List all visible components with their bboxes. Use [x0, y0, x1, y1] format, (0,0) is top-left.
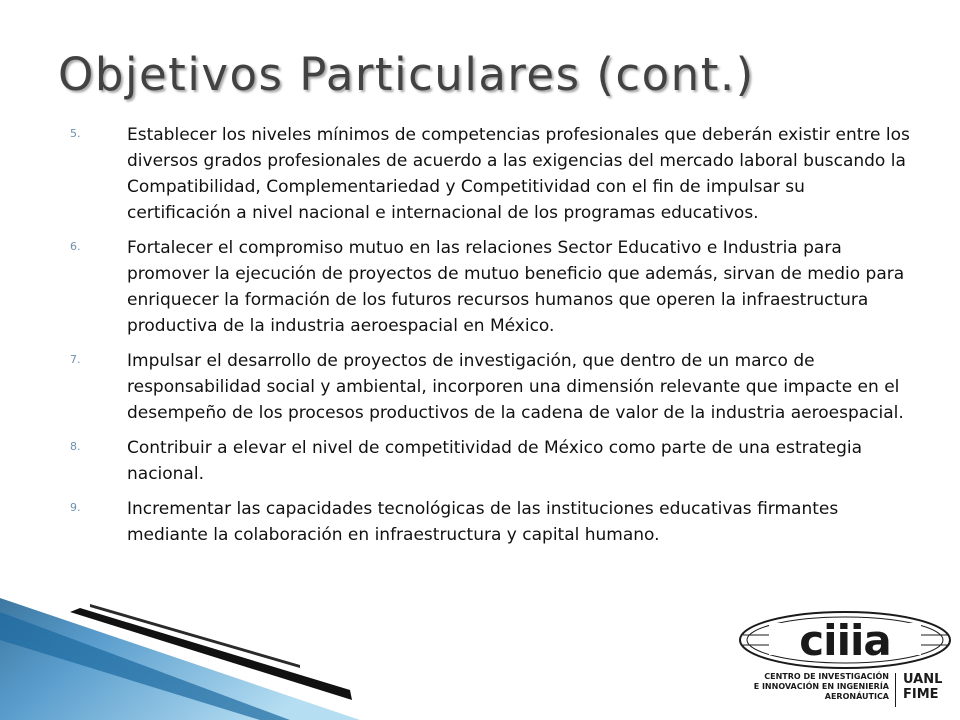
logo-acronym: ciiia: [799, 616, 891, 665]
page-title: Objetivos Particulares (cont.): [58, 48, 755, 101]
item-number: 5.: [70, 127, 81, 140]
item-text: Contribuir a elevar el nivel de competitividad de México como parte de una estrategia nacional.: [127, 438, 863, 484]
ciiia-logo: [735, 605, 960, 717]
logo-organization-name: CENTRO DE INVESTIGACIÓN E INNOVACIÓN EN INGENIERÍA AERONÁUTICA: [753, 672, 889, 701]
item-text: Fortalecer el compromiso mutuo en las relaciones Sector Educativo e Industria para promover la ejecución de proyectos de mutuo beneficio que además, sirvan de medio para enriquecer la formación de los futuros recursos humanos que operen la infraestructura productiva de la industria aeroespacial en México.: [127, 238, 905, 336]
item-number: 9.: [70, 501, 81, 514]
list-item: [70, 348, 910, 426]
list-item: [70, 435, 910, 487]
item-text: Incrementar las capacidades tecnológicas de las instituciones educativas firmantes mediante la colaboración en infraestructura y capital humano.: [127, 499, 839, 545]
item-number: 6.: [70, 240, 81, 253]
item-number: 8.: [70, 440, 81, 453]
list-item: [70, 235, 910, 339]
objectives-list: [70, 122, 910, 594]
item-text: Impulsar el desarrollo de proyectos de investigación, que dentro de un marco de responsabilidad social y ambiental, incorporen una dimensión relevante que impacte en el desempeño de los procesos productivos de la cadena de valor de la industria aeroespacial.: [127, 351, 904, 423]
list-item: [70, 122, 910, 226]
item-text: Establecer los niveles mínimos de competencias profesionales que deberán existir entre los diversos grados profesionales de acuerdo a las exigencias del mercado laboral buscando la Compatibilidad, Complementariedad y Competitividad con el fin de impulsar su certificación a nivel nacional e internacional de los programas educativos.: [127, 125, 910, 223]
item-number: 7.: [70, 353, 81, 366]
list-item: [70, 496, 910, 548]
ciiia-emblem: [735, 605, 960, 671]
logo-divider: [895, 673, 896, 707]
logo-university: UANL FIME: [903, 672, 943, 702]
